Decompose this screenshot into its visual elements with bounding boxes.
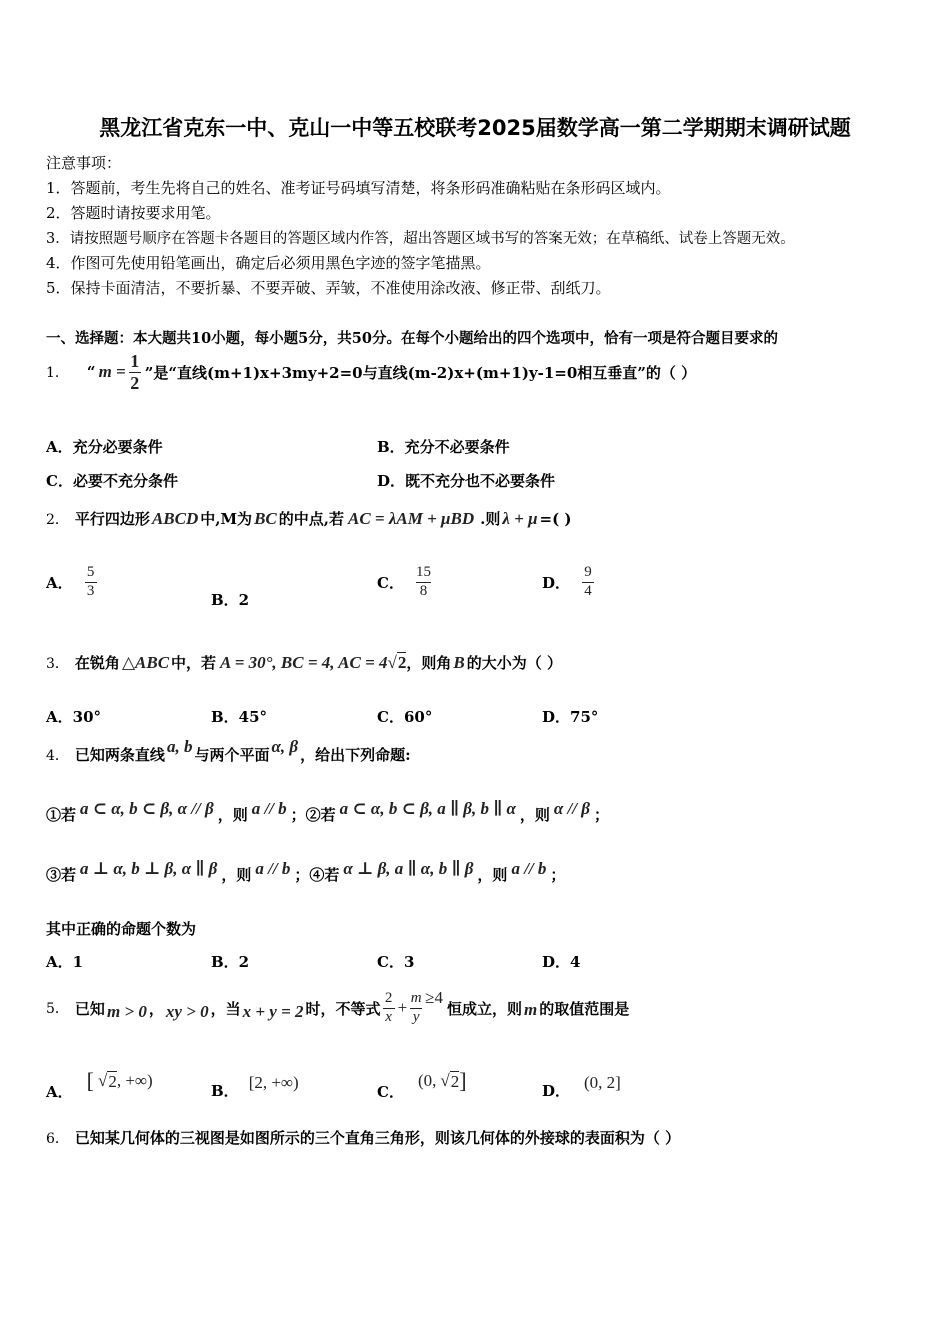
section-heading: 一、选择题：本大题共10小题，每小题5分，共50分。在每个小题给出的四个选项中，恰有一项是符合题目要求的 xyxy=(46,330,778,347)
question-6 xyxy=(46,1127,680,1148)
option-b[interactable] xyxy=(211,1072,299,1100)
proposition-text: ，则 xyxy=(217,806,248,824)
question-number: 1． xyxy=(46,365,69,382)
option-c[interactable]: C．3 xyxy=(377,953,415,971)
option-label: B． xyxy=(211,1082,239,1100)
question-text: 已知某几何体的三视图是如图所示的三个直角三角形，则该几何体的外接球的表面积为（ ） xyxy=(74,1129,681,1147)
option-b[interactable]: B．2 xyxy=(211,591,250,609)
question-text: =( ) xyxy=(539,509,572,528)
notice-item-2: 2．答题时请按要求用笔。 xyxy=(46,204,221,222)
fraction-numerator: 1 xyxy=(130,351,140,371)
proposition-text: ，则 xyxy=(221,866,252,884)
option-d[interactable] xyxy=(542,565,594,600)
question-text: 恒成立，则 xyxy=(447,999,523,1018)
math-b: B xyxy=(453,652,465,672)
open-quote: “ xyxy=(86,363,96,382)
math-xy-positive: xy > 0 xyxy=(165,1002,209,1021)
math-condition: a ⊥ α, b ⊥ β, α ∥ β xyxy=(80,858,218,878)
math-m: m xyxy=(524,1000,538,1019)
sqrt-value: 2 xyxy=(108,1071,117,1091)
math-m-equals: m = xyxy=(98,362,126,382)
math-lines-ab: a, b xyxy=(166,736,193,756)
fraction-one-half xyxy=(129,352,141,393)
interval-end: , +∞) xyxy=(116,1071,153,1090)
question-text: ， xyxy=(148,999,164,1018)
question-text: 已知 xyxy=(74,999,105,1018)
question-text: .则 xyxy=(480,510,501,528)
option-d[interactable]: D．75° xyxy=(542,708,599,726)
option-label: D． xyxy=(542,1082,571,1100)
math-abcd: ABCD xyxy=(151,508,199,528)
notice-heading: 注意事项： xyxy=(46,154,122,172)
math-lambda-plus-mu: λ + μ xyxy=(502,508,538,528)
option-d[interactable] xyxy=(542,1072,621,1100)
notice-item-5: 5．保持卡面清洁，不要折暴、不要弄破、弄皱，不准使用涂改液、修正带、刮纸刀。 xyxy=(46,279,611,297)
question-text: 在锐角 xyxy=(74,654,120,672)
math-planes: α, β xyxy=(271,736,299,756)
fraction-denominator: 2 xyxy=(130,372,140,393)
question-text: ，则角 xyxy=(406,654,452,672)
interval: [2, +∞) xyxy=(248,1072,299,1092)
proposition-text: ，则 xyxy=(519,806,550,824)
math-conclusion: a // b xyxy=(511,858,547,878)
option-a[interactable]: A．30° xyxy=(46,708,102,726)
option-label: C． xyxy=(377,1082,404,1101)
fraction: $\frac{9}{4}$ xyxy=(582,565,594,600)
question-text: 中，若 xyxy=(171,654,217,672)
math-conclusion: α // β xyxy=(553,798,590,818)
option-c[interactable]: C．必要不充分条件 xyxy=(46,472,178,490)
option-d[interactable]: D．4 xyxy=(542,953,581,971)
proposition-text: ； xyxy=(550,866,566,884)
option-d[interactable]: D．既不充分也不必要条件 xyxy=(377,472,556,490)
notice-item-1: 1．答题前，考生先将自己的姓名、准考证号码填写清楚，将条形码准确粘贴在条形码区域内。 xyxy=(46,179,671,197)
question-number: 4． xyxy=(46,747,69,764)
proposition-row-2 xyxy=(46,858,566,885)
plus-sign: + xyxy=(397,998,408,1017)
question-text: 的大小为（ ） xyxy=(466,654,562,672)
math-bc: BC xyxy=(254,508,277,528)
question-text: ，当 xyxy=(210,999,241,1018)
proposition-text: ，则 xyxy=(477,866,508,884)
question-text: 的取值范围是 xyxy=(539,999,630,1018)
question-text: ，给出下列命题: xyxy=(300,746,411,764)
option-label: C． xyxy=(377,573,404,592)
math-x-plus-y: x + y = 2 xyxy=(242,1002,304,1021)
option-label: D． xyxy=(542,573,571,592)
question-text: ”是“直线(m+1)x+3my+2=0与直线(m-2)x+(m+1)y-1=0相互垂直”的（ ） xyxy=(144,363,697,382)
bracket: [ xyxy=(86,1068,94,1093)
fraction-m-over-y: $\frac{m}{y}$ xyxy=(410,989,422,1025)
question-number: 2． xyxy=(46,511,69,528)
notice-item-4: 4．作图可先使用铅笔画出，确定后必须用黑色字迹的签字笔描黑。 xyxy=(46,254,491,272)
question-text: 的中点,若 xyxy=(278,510,344,528)
option-c[interactable]: C．60° xyxy=(377,708,433,726)
question-text: 中,M为 xyxy=(200,510,253,528)
bracket: ] xyxy=(459,1068,467,1093)
option-a[interactable] xyxy=(46,1068,153,1101)
option-label: A． xyxy=(46,1082,73,1101)
fraction: $\frac{15}{8}$ xyxy=(415,564,431,599)
math-condition: α ⊥ β, a ∥ α, b ∥ β xyxy=(343,858,474,878)
math-condition: a ⊂ α, b ⊂ β, α // β xyxy=(80,798,214,818)
option-a[interactable]: A．1 xyxy=(46,953,84,971)
question-text: 已知两条直线 xyxy=(74,746,165,764)
interval-start: (0, xyxy=(417,1071,437,1090)
fraction-2-over-x: $\frac{2}{x}$ xyxy=(383,991,395,1026)
question-3 xyxy=(46,652,562,673)
math-condition: a ⊂ α, b ⊂ β, a ∥ β, b ∥ α xyxy=(339,798,516,818)
proposition-text: ； xyxy=(593,806,609,824)
option-c[interactable] xyxy=(377,1068,467,1101)
sqrt-value: 2 xyxy=(450,1071,460,1091)
sqrt-sign: √ xyxy=(387,652,397,672)
option-c[interactable] xyxy=(377,565,431,600)
option-a[interactable]: A．充分必要条件 xyxy=(46,438,163,456)
proposition-label: ①若 xyxy=(46,806,77,824)
question-text: 与两个平面 xyxy=(194,746,270,764)
question-number: 5． xyxy=(46,1001,69,1017)
option-b[interactable]: B．2 xyxy=(211,953,250,971)
page-title: 黑龙江省克东一中、克山一中等五校联考2025届数学高一第二学期期末调研试题 xyxy=(99,116,851,140)
option-a[interactable] xyxy=(46,565,97,600)
option-b[interactable]: B．45° xyxy=(211,708,268,726)
math-conclusion: a // b xyxy=(255,858,291,878)
geq-four: ≥4 xyxy=(425,988,443,1007)
option-label: A． xyxy=(46,573,73,592)
question-2 xyxy=(46,508,572,529)
math-triangle-abc: △ABC xyxy=(121,652,170,672)
interval: (0, 2] xyxy=(584,1072,621,1092)
sqrt-sign: √ xyxy=(97,1071,108,1090)
proposition-row-1 xyxy=(46,798,609,825)
question-5 xyxy=(46,985,629,1031)
question-prompt: 其中正确的命题个数为 xyxy=(46,920,197,938)
proposition-label: ③若 xyxy=(46,866,77,884)
math-m-positive: m > 0 xyxy=(106,1002,147,1021)
proposition-label: ；②若 xyxy=(290,806,336,824)
question-number: 6． xyxy=(46,1130,69,1147)
question-text: 时，不等式 xyxy=(305,999,381,1018)
question-text: 平行四边形 xyxy=(74,510,150,528)
math-conditions: A = 30°, BC = 4, AC = 4 xyxy=(220,652,388,672)
question-1 xyxy=(46,352,696,393)
math-vector-equation: AC = λAM + μBD xyxy=(347,508,475,528)
sqrt-sign: √ xyxy=(440,1071,450,1090)
notice-item-3: 3．请按照题号顺序在答题卡各题目的答题区域内作答，超出答题区域书写的答案无效；在草稿纸、试卷上答题无效。 xyxy=(46,231,795,247)
sqrt-value: 2 xyxy=(397,653,407,672)
option-b[interactable]: B．充分不必要条件 xyxy=(377,438,510,456)
proposition-label: ；④若 xyxy=(294,866,340,884)
question-4 xyxy=(46,736,411,765)
math-conclusion: a // b xyxy=(251,798,287,818)
fraction: $\frac{5}{3}$ xyxy=(85,565,97,600)
question-number: 3． xyxy=(46,655,69,672)
